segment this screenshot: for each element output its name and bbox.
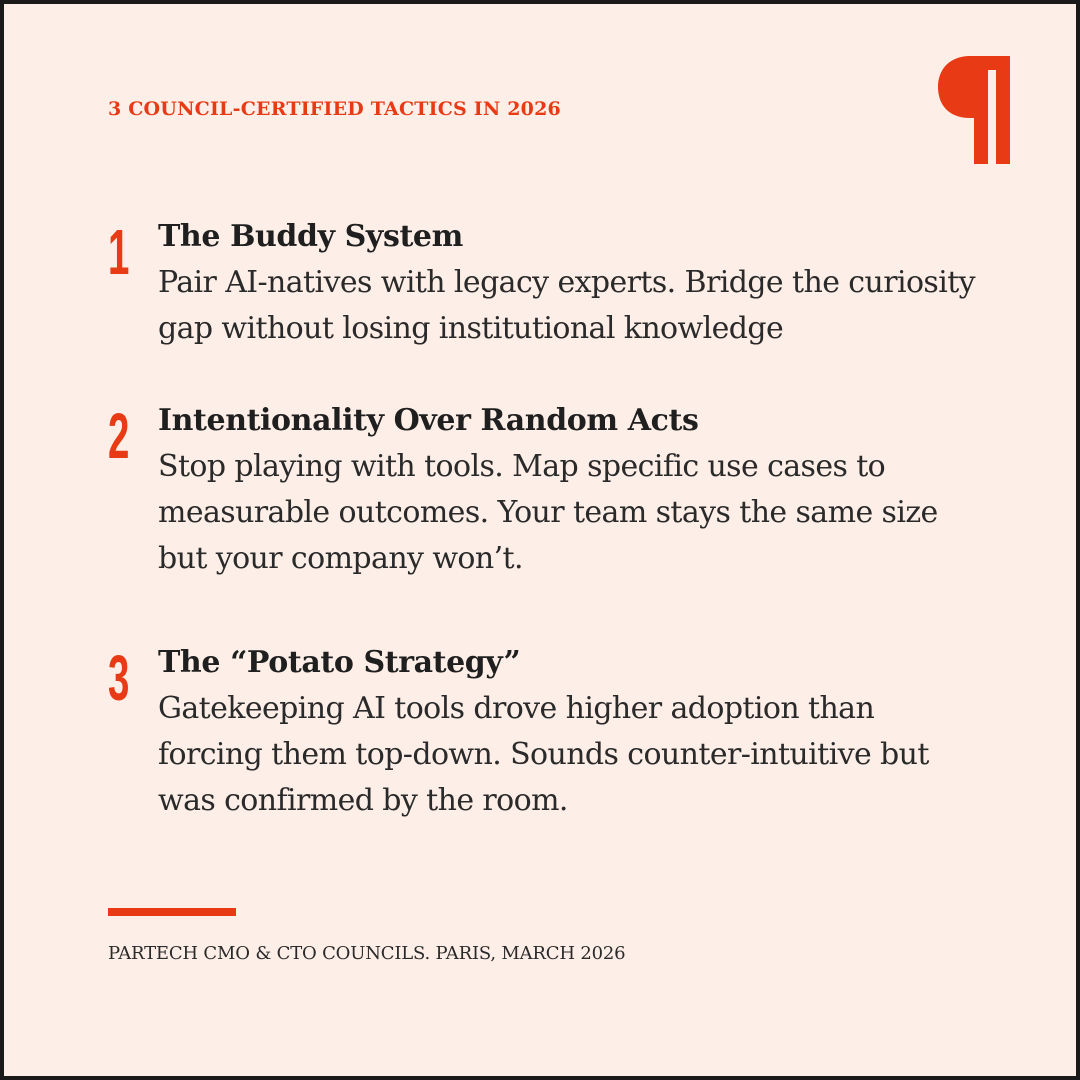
tactic-title: The Buddy System (158, 219, 463, 254)
tactic-number: 1 (108, 216, 130, 288)
pilcrow-icon (934, 56, 1010, 164)
tactic-number: 3 (108, 642, 130, 714)
tactic-number: 2 (108, 400, 130, 472)
accent-divider (108, 908, 236, 916)
tactic-description: Stop playing with tools. Map specific use cases to measurable outcomes. Your team stays the same size but your company won’t. (158, 449, 938, 576)
eyebrow-heading: 3 COUNCIL-CERTIFIED TACTICS IN 2026 (108, 98, 561, 120)
tactic-description: Pair AI-natives with legacy experts. Bridge the curiosity gap without losing institutional knowledge (158, 265, 976, 346)
footer-caption: PARTECH CMO & CTO COUNCILS. PARIS, MARCH 2026 (108, 943, 626, 964)
tactic-description: Gatekeeping AI tools drove higher adoption than forcing them top-down. Sounds counter-intuitive but was confirmed by the room. (158, 691, 929, 818)
tactic-title: Intentionality Over Random Acts (158, 403, 699, 438)
tactic-title: The “Potato Strategy” (158, 645, 521, 680)
